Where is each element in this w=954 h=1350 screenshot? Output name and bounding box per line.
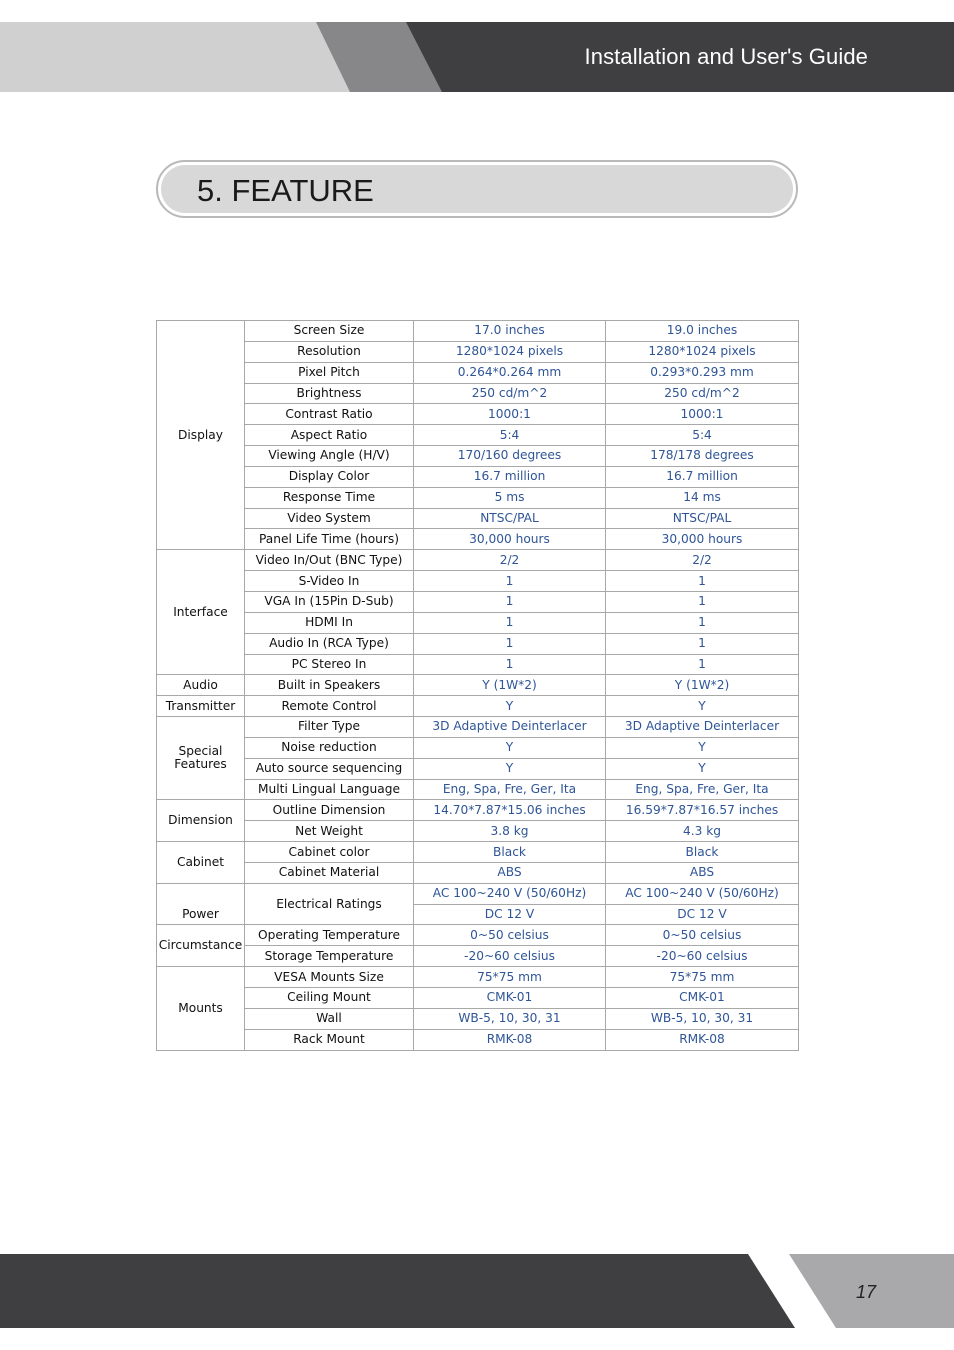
spec-value-model-b: 30,000 hours	[606, 529, 799, 550]
spec-group-label: Mounts	[157, 967, 245, 1050]
spec-value-model-a: 5 ms	[414, 487, 606, 508]
spec-feature-label: Screen Size	[245, 321, 414, 342]
spec-value-model-a: Y	[414, 696, 606, 717]
spec-value-model-a: ABS	[414, 862, 606, 883]
spec-value-model-a: 2/2	[414, 550, 606, 571]
spec-value-model-b: 250 cd/m^2	[606, 383, 799, 404]
spec-value-model-b: 16.7 million	[606, 466, 799, 487]
spec-feature-label: Display Color	[245, 466, 414, 487]
spec-value-model-a: 0~50 celsius	[414, 925, 606, 946]
spec-feature-label: PC Stereo In	[245, 654, 414, 675]
spec-feature-label: Resolution	[245, 341, 414, 362]
spec-group-label: Circumstance	[157, 925, 245, 967]
spec-row	[157, 404, 799, 425]
spec-feature-label: Cabinet color	[245, 842, 414, 863]
spec-value-model-a: Black	[414, 842, 606, 863]
spec-feature-label: Filter Type	[245, 717, 414, 738]
spec-row	[157, 821, 799, 842]
spec-row	[157, 487, 799, 508]
spec-value-model-b: 1000:1	[606, 404, 799, 425]
spec-row	[157, 425, 799, 446]
spec-value-model-a: Y	[414, 758, 606, 779]
spec-value-model-a: 1	[414, 591, 606, 612]
spec-value-model-b: Y (1W*2)	[606, 675, 799, 696]
spec-feature-label: Cabinet Material	[245, 862, 414, 883]
section-heading-fill	[161, 165, 793, 213]
spec-row	[157, 446, 799, 467]
header-title: Installation and User's Guide	[584, 44, 868, 69]
spec-feature-label: Multi Lingual Language	[245, 779, 414, 800]
spec-group-label: Transmitter	[157, 696, 245, 717]
spec-value-model-a: 170/160 degrees	[414, 446, 606, 467]
spec-value-model-b: NTSC/PAL	[606, 508, 799, 529]
spec-feature-label: Ceiling Mount	[245, 988, 414, 1009]
spec-value-model-b: ABS	[606, 862, 799, 883]
spec-row	[157, 925, 799, 946]
spec-row	[157, 383, 799, 404]
spec-value-model-b: 14 ms	[606, 487, 799, 508]
spec-row	[157, 883, 799, 904]
feature-spec-table	[156, 320, 799, 1051]
spec-feature-label: Response Time	[245, 487, 414, 508]
spec-feature-label: Storage Temperature	[245, 946, 414, 967]
spec-feature-label: Pixel Pitch	[245, 362, 414, 383]
spec-feature-label: Noise reduction	[245, 737, 414, 758]
spec-feature-label: HDMI In	[245, 612, 414, 633]
spec-value-model-a: 16.7 million	[414, 466, 606, 487]
spec-feature-label: Wall	[245, 1008, 414, 1029]
spec-feature-label: Remote Control	[245, 696, 414, 717]
spec-feature-label: Electrical Ratings	[245, 883, 414, 925]
spec-row	[157, 591, 799, 612]
spec-row	[157, 675, 799, 696]
spec-value-model-b: 1	[606, 612, 799, 633]
spec-value-model-b: 5:4	[606, 425, 799, 446]
spec-row	[157, 550, 799, 571]
spec-feature-label: Built in Speakers	[245, 675, 414, 696]
spec-feature-label: Brightness	[245, 383, 414, 404]
spec-feature-label: Video System	[245, 508, 414, 529]
spec-feature-label: Video In/Out (BNC Type)	[245, 550, 414, 571]
spec-row	[157, 737, 799, 758]
spec-row	[157, 779, 799, 800]
spec-value-model-b: 0~50 celsius	[606, 925, 799, 946]
spec-feature-label: Outline Dimension	[245, 800, 414, 821]
spec-group-label: Audio	[157, 675, 245, 696]
spec-row	[157, 466, 799, 487]
spec-row	[157, 571, 799, 592]
spec-value-model-a: 1	[414, 571, 606, 592]
spec-value-model-a: Y	[414, 737, 606, 758]
spec-feature-label: Auto source sequencing	[245, 758, 414, 779]
footer-banner	[0, 1254, 954, 1328]
spec-feature-label: Panel Life Time (hours)	[245, 529, 414, 550]
spec-row	[157, 946, 799, 967]
spec-value-model-a: AC 100~240 V (50/60Hz)	[414, 883, 606, 904]
spec-row	[157, 842, 799, 863]
spec-group-label: Interface	[157, 550, 245, 675]
spec-value-model-b: 1	[606, 591, 799, 612]
spec-value-model-b: 75*75 mm	[606, 967, 799, 988]
spec-row	[157, 862, 799, 883]
spec-row	[157, 988, 799, 1009]
spec-value-model-a: 3D Adaptive Deinterlacer	[414, 717, 606, 738]
spec-value-model-a: 1	[414, 654, 606, 675]
spec-row	[157, 321, 799, 342]
spec-feature-label: Contrast Ratio	[245, 404, 414, 425]
spec-feature-label: VGA In (15Pin D-Sub)	[245, 591, 414, 612]
spec-row	[157, 529, 799, 550]
spec-value-model-a: 1280*1024 pixels	[414, 341, 606, 362]
spec-row	[157, 1008, 799, 1029]
page-header	[0, 22, 954, 92]
spec-feature-label: S-Video In	[245, 571, 414, 592]
spec-value-model-b: 1	[606, 571, 799, 592]
spec-feature-label: Rack Mount	[245, 1029, 414, 1050]
spec-value-model-a: 5:4	[414, 425, 606, 446]
spec-value-model-a: RMK-08	[414, 1029, 606, 1050]
spec-value-model-a: 0.264*0.264 mm	[414, 362, 606, 383]
spec-value-model-b: -20~60 celsius	[606, 946, 799, 967]
spec-value-model-a: 3.8 kg	[414, 821, 606, 842]
spec-feature-label: Viewing Angle (H/V)	[245, 446, 414, 467]
page-footer	[0, 1254, 954, 1328]
spec-row	[157, 341, 799, 362]
spec-row	[157, 362, 799, 383]
spec-row	[157, 1029, 799, 1050]
spec-value-model-a: 250 cd/m^2	[414, 383, 606, 404]
spec-value-model-b: 1280*1024 pixels	[606, 341, 799, 362]
spec-group-label: Cabinet	[157, 842, 245, 884]
spec-row	[157, 717, 799, 738]
spec-value-model-a: 14.70*7.87*15.06 inches	[414, 800, 606, 821]
section-heading	[156, 160, 798, 218]
spec-value-model-b: WB-5, 10, 30, 31	[606, 1008, 799, 1029]
spec-row	[157, 633, 799, 654]
page-number: 17	[856, 1282, 877, 1302]
section-title: 5. FEATURE	[197, 173, 374, 208]
spec-value-model-b: CMK-01	[606, 988, 799, 1009]
spec-feature-label: Audio In (RCA Type)	[245, 633, 414, 654]
spec-value-model-b: Y	[606, 758, 799, 779]
spec-value-model-a: -20~60 celsius	[414, 946, 606, 967]
spec-value-model-a: WB-5, 10, 30, 31	[414, 1008, 606, 1029]
spec-value-model-a: CMK-01	[414, 988, 606, 1009]
spec-group-label: Display	[157, 321, 245, 550]
spec-value-model-a: 17.0 inches	[414, 321, 606, 342]
spec-value-model-b: RMK-08	[606, 1029, 799, 1050]
spec-value-model-b: 178/178 degrees	[606, 446, 799, 467]
spec-value-model-b: Black	[606, 842, 799, 863]
spec-feature-label: Net Weight	[245, 821, 414, 842]
spec-row	[157, 758, 799, 779]
spec-feature-label: Operating Temperature	[245, 925, 414, 946]
spec-value-model-a: 1000:1	[414, 404, 606, 425]
spec-row	[157, 654, 799, 675]
spec-value-model-a: 75*75 mm	[414, 967, 606, 988]
spec-feature-label: Aspect Ratio	[245, 425, 414, 446]
spec-row	[157, 696, 799, 717]
spec-value-model-b: 1	[606, 633, 799, 654]
spec-value-model-b: 3D Adaptive Deinterlacer	[606, 717, 799, 738]
spec-feature-label: VESA Mounts Size	[245, 967, 414, 988]
spec-value-model-a: NTSC/PAL	[414, 508, 606, 529]
spec-value-model-b: 19.0 inches	[606, 321, 799, 342]
spec-value-model-b: 16.59*7.87*16.57 inches	[606, 800, 799, 821]
spec-value-model-b: 0.293*0.293 mm	[606, 362, 799, 383]
spec-value-model-a: 1	[414, 612, 606, 633]
spec-row	[157, 967, 799, 988]
spec-group-label: Power	[157, 883, 245, 925]
spec-value-model-b: Eng, Spa, Fre, Ger, Ita	[606, 779, 799, 800]
spec-value-model-b: Y	[606, 737, 799, 758]
spec-table-body	[157, 321, 799, 1051]
spec-value-model-b: DC 12 V	[606, 904, 799, 925]
spec-value-model-a: Eng, Spa, Fre, Ger, Ita	[414, 779, 606, 800]
spec-value-model-a: Y (1W*2)	[414, 675, 606, 696]
spec-group-label: Special Features	[157, 717, 245, 800]
spec-value-model-b: 1	[606, 654, 799, 675]
spec-group-label: Dimension	[157, 800, 245, 842]
spec-value-model-b: 2/2	[606, 550, 799, 571]
spec-row	[157, 508, 799, 529]
spec-value-model-b: 4.3 kg	[606, 821, 799, 842]
spec-row	[157, 800, 799, 821]
spec-value-model-a: 1	[414, 633, 606, 654]
spec-value-model-b: AC 100~240 V (50/60Hz)	[606, 883, 799, 904]
spec-value-model-a: DC 12 V	[414, 904, 606, 925]
spec-value-model-b: Y	[606, 696, 799, 717]
spec-value-model-a: 30,000 hours	[414, 529, 606, 550]
spec-row	[157, 612, 799, 633]
